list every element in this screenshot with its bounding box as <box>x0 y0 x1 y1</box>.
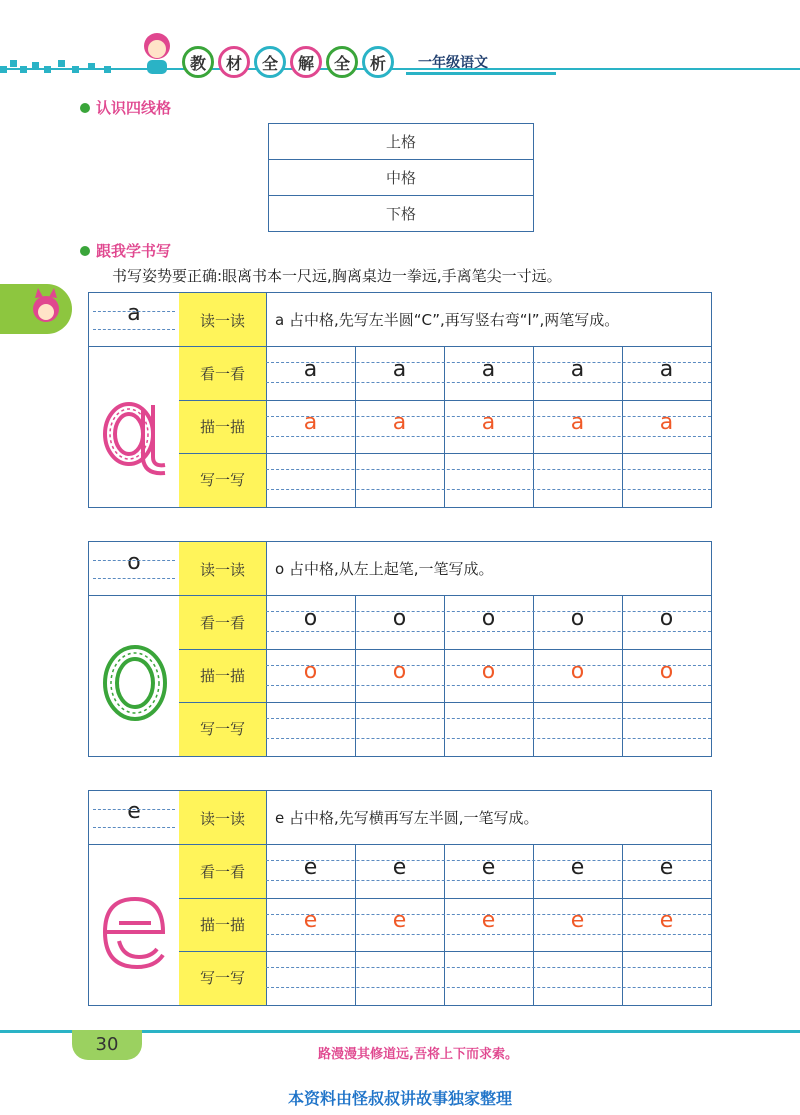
label-read: 读一读 <box>199 561 245 579</box>
grade-label: 一年级语文 <box>418 55 488 71</box>
page-number: 30 <box>72 1030 142 1060</box>
mascot-icon <box>135 28 179 76</box>
trace-letter: o <box>570 659 585 684</box>
header-line <box>0 68 800 70</box>
trace-letter: o <box>659 659 674 684</box>
row-separator <box>179 453 711 454</box>
guide-line <box>93 578 175 579</box>
guide-line <box>266 469 711 470</box>
guide-line <box>93 311 175 312</box>
label-write: 写一写 <box>199 720 245 738</box>
trace-letter: o <box>481 659 496 684</box>
trace-letter: a <box>570 410 585 435</box>
grid-row-middle: 中格 <box>269 160 533 196</box>
row-separator <box>179 702 711 703</box>
row-separator <box>179 951 711 952</box>
guide-line <box>266 718 711 719</box>
section-title-text: 认识四线格 <box>96 99 172 117</box>
trace-letter: o <box>303 659 318 684</box>
guide-line <box>93 329 175 330</box>
side-tab <box>0 284 72 334</box>
guide-line <box>266 967 711 968</box>
look-letter: a <box>303 357 318 382</box>
read-instruction: a 占中格,先写左半圆“C”,再写竖右弯“l”,两笔写成。 <box>275 311 620 329</box>
title-char: 解 <box>290 46 322 78</box>
look-letter: o <box>303 606 318 631</box>
trace-letter: o <box>392 659 407 684</box>
look-letter: a <box>659 357 674 382</box>
label-look: 看一看 <box>199 365 245 383</box>
row-separator <box>179 898 711 899</box>
look-letter: e <box>659 855 674 880</box>
trace-letter: e <box>392 908 407 933</box>
book-title <box>182 46 394 78</box>
big-letter-e-icon <box>95 887 175 977</box>
label-trace: 描一描 <box>199 418 245 436</box>
look-letter: o <box>392 606 407 631</box>
row-separator <box>179 400 711 401</box>
read-instruction: o 占中格,从左上起笔,一笔写成。 <box>275 560 494 578</box>
label-trace: 描一描 <box>199 916 245 934</box>
trace-letter: e <box>303 908 318 933</box>
guide-line <box>266 738 711 739</box>
look-letter: e <box>392 855 407 880</box>
small-letter: e <box>127 799 141 824</box>
guide-line <box>93 560 175 561</box>
look-letter: o <box>481 606 496 631</box>
guide-line <box>93 809 175 810</box>
big-letter-o-icon <box>95 638 175 728</box>
guide-line <box>266 436 711 437</box>
bullet-icon <box>80 246 90 256</box>
small-letter: o <box>127 550 141 575</box>
look-letter: e <box>570 855 585 880</box>
guide-line <box>266 880 711 881</box>
label-write: 写一写 <box>199 969 245 987</box>
fox-icon <box>0 284 72 334</box>
big-letter-a-icon <box>95 389 175 479</box>
trace-letter: e <box>481 908 496 933</box>
section-title-writing <box>80 240 171 261</box>
look-letter: a <box>481 357 496 382</box>
four-line-grid-table <box>268 123 534 232</box>
row-separator <box>89 595 711 596</box>
title-char: 全 <box>254 46 286 78</box>
label-trace: 描一描 <box>199 667 245 685</box>
header-decoration <box>0 60 140 74</box>
grid-row-upper: 上格 <box>269 124 533 160</box>
guide-line <box>266 987 711 988</box>
title-char: 析 <box>362 46 394 78</box>
trace-letter: a <box>392 410 407 435</box>
trace-letter: e <box>659 908 674 933</box>
look-letter: e <box>481 855 496 880</box>
grid-row-lower: 下格 <box>385 205 416 223</box>
trace-letter: a <box>303 410 318 435</box>
section-title-four-lines <box>80 97 171 118</box>
footer-motto: 路漫漫其修道远,吾将上下而求索。 <box>318 1047 518 1062</box>
bullet-icon <box>80 103 90 113</box>
credit-text: 本资料由怪叔叔讲故事独家整理 <box>287 1089 512 1108</box>
guide-line <box>93 827 175 828</box>
trace-letter: a <box>659 410 674 435</box>
section-title-text: 跟我学书写 <box>96 242 172 260</box>
look-letter: o <box>659 606 674 631</box>
letter-block-a <box>88 292 712 508</box>
posture-instruction: 书写姿势要正确:眼离书本一尺远,胸离桌边一拳远,手离笔尖一寸远。 <box>112 267 562 285</box>
title-char: 材 <box>218 46 250 78</box>
grade-underline <box>406 72 556 75</box>
small-letter: a <box>127 301 141 326</box>
look-letter: a <box>570 357 585 382</box>
title-char: 教 <box>182 46 214 78</box>
read-instruction: e 占中格,先写横再写左半圆,一笔写成。 <box>275 809 539 827</box>
guide-line <box>266 685 711 686</box>
row-separator <box>179 649 711 650</box>
label-read: 读一读 <box>199 312 245 330</box>
title-char: 全 <box>326 46 358 78</box>
label-look: 看一看 <box>199 863 245 881</box>
letter-block-o <box>88 541 712 757</box>
guide-line <box>266 631 711 632</box>
letter-block-e <box>88 790 712 1006</box>
label-read: 读一读 <box>199 810 245 828</box>
label-look: 看一看 <box>199 614 245 632</box>
guide-line <box>266 934 711 935</box>
guide-line <box>266 489 711 490</box>
row-separator <box>89 346 711 347</box>
look-letter: a <box>392 357 407 382</box>
trace-letter: a <box>481 410 496 435</box>
look-letter: o <box>570 606 585 631</box>
trace-letter: e <box>570 908 585 933</box>
guide-line <box>266 382 711 383</box>
row-separator <box>89 844 711 845</box>
label-write: 写一写 <box>199 471 245 489</box>
look-letter: e <box>303 855 318 880</box>
